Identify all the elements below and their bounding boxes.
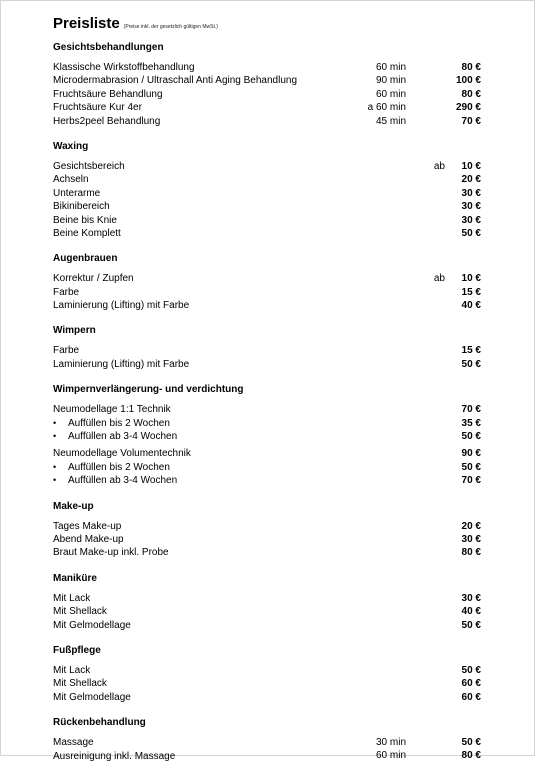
price-row (53, 187, 481, 200)
section-gesichtsbehandlungen (53, 42, 481, 128)
price-row (53, 101, 481, 114)
price-row (53, 474, 481, 487)
price-row (53, 750, 481, 763)
price-row (53, 227, 481, 240)
item-price: 70 € (461, 475, 481, 487)
item-name: Beine bis Knie (53, 214, 117, 226)
price-row (53, 214, 481, 227)
item-name: Braut Make-up inkl. Probe (53, 547, 169, 559)
item-price: 35 € (461, 417, 481, 429)
item-name: Fruchtsäure Kur 4er (53, 102, 142, 114)
item-name: Massage (53, 737, 94, 749)
item-name: Bikinibereich (53, 201, 110, 213)
price-row (53, 736, 481, 749)
item-name: Laminierung (Lifting) mit Farbe (53, 300, 190, 312)
header (53, 15, 481, 35)
item-duration: 90 min (375, 75, 406, 87)
item-price: 20 € (461, 174, 481, 186)
item-price: 15 € (461, 286, 481, 298)
item-name: Abend Make-up (53, 533, 124, 545)
price-row (53, 691, 481, 704)
section-wimpernverlaengerung (53, 384, 481, 487)
section-rueckenbehandlung (53, 717, 481, 763)
item-price: 80 € (461, 547, 481, 559)
price-row (53, 173, 481, 186)
item-price: 10 € (461, 273, 481, 285)
section-title: Make-up (53, 500, 94, 512)
item-duration: 45 min (375, 115, 406, 127)
item-name: Korrektur / Zupfen (53, 273, 134, 285)
page-subtitle: (Preise inkl. der gesetzlich gültigen MwSt.) (123, 24, 218, 30)
item-price: 50 € (461, 737, 481, 749)
section-wimpern (53, 325, 481, 371)
price-row (53, 200, 481, 213)
item-name: Mit Shellack (53, 678, 107, 690)
section-fusspflege (53, 645, 481, 704)
price-row (53, 272, 481, 285)
item-price: 80 € (461, 61, 481, 73)
price-row (53, 677, 481, 690)
item-price: 15 € (461, 345, 481, 357)
item-name: Laminierung (Lifting) mit Farbe (53, 358, 190, 370)
item-name: Neumodellage Volumentechnik (53, 448, 191, 460)
item-name: Auffüllen ab 3-4 Wochen (68, 431, 178, 443)
page-title: Preisliste (53, 15, 120, 32)
item-price: 10 € (461, 160, 481, 172)
item-name: Microdermabrasion / Ultraschall Anti Aging Behandlung (53, 75, 298, 87)
item-duration: 60 min (375, 61, 406, 73)
section-title: Wimpern (53, 325, 96, 337)
price-row (53, 358, 481, 371)
bullet-icon: • (53, 431, 57, 442)
item-duration: 30 min (375, 737, 406, 749)
item-price: 50 € (461, 664, 481, 676)
item-price: 60 € (461, 691, 481, 703)
item-price: 50 € (461, 619, 481, 631)
price-row (53, 115, 481, 128)
item-price: 40 € (461, 606, 481, 618)
section-waxing (53, 141, 481, 240)
item-name: Auffüllen bis 2 Wochen (68, 461, 170, 473)
item-name: Herbs2peel Behandlung (53, 115, 161, 127)
price-row (53, 447, 481, 460)
item-duration: 60 min (375, 750, 406, 762)
price-row (53, 88, 481, 101)
item-name: Mit Lack (53, 664, 91, 676)
price-row (53, 299, 481, 312)
item-price-prefix: ab (433, 160, 445, 172)
item-price: 90 € (461, 448, 481, 460)
section-title: Fußpflege (53, 644, 101, 656)
price-row (53, 592, 481, 605)
item-price: 60 € (461, 678, 481, 690)
price-row (53, 605, 481, 618)
price-row (53, 533, 481, 546)
item-price: 50 € (461, 358, 481, 370)
item-price: 70 € (461, 115, 481, 127)
item-price: 30 € (461, 187, 481, 199)
item-price: 50 € (461, 227, 481, 239)
item-name: Auffüllen bis 2 Wochen (68, 417, 170, 429)
section-manikuere (53, 573, 481, 632)
item-name: Mit Lack (53, 592, 91, 604)
price-row (53, 546, 481, 559)
item-name: Auffüllen ab 3-4 Wochen (68, 475, 178, 487)
item-price: 50 € (461, 431, 481, 443)
section-title: Rückenbehandlung (53, 717, 146, 729)
item-price: 70 € (461, 404, 481, 416)
item-name: Fruchtsäure Behandlung (53, 88, 163, 100)
item-price: 40 € (461, 300, 481, 312)
price-row (53, 664, 481, 677)
price-row (53, 61, 481, 74)
item-name: Achseln (53, 174, 89, 186)
section-title: Gesichtsbehandlungen (53, 42, 164, 53)
section-augenbrauen (53, 253, 481, 312)
item-name: Mit Gelmodellage (53, 619, 131, 631)
item-name: Farbe (53, 345, 80, 357)
item-price: 50 € (461, 461, 481, 473)
item-name: Beine Komplett (53, 227, 121, 239)
price-row (53, 286, 481, 299)
section-title: Augenbrauen (53, 253, 118, 265)
item-price: 290 € (455, 102, 481, 114)
section-title: Wimpernverlängerung- und verdichtung (53, 384, 244, 396)
item-name: Gesichtsbereich (53, 160, 125, 172)
section-title: Maniküre (53, 572, 97, 584)
item-price: 20 € (461, 520, 481, 532)
price-row (53, 619, 481, 632)
item-duration: 60 min (375, 88, 406, 100)
bullet-icon: • (53, 417, 57, 428)
section-title: Waxing (53, 140, 89, 152)
item-name: Mit Shellack (53, 606, 107, 618)
item-price: 80 € (461, 88, 481, 100)
price-list (53, 15, 481, 763)
item-name: Mit Gelmodellage (53, 691, 131, 703)
item-name: Klassische Wirkstoffbehandlung (53, 62, 195, 73)
price-row (53, 344, 481, 357)
price-row (53, 74, 481, 87)
price-row (53, 520, 481, 533)
item-price: 30 € (461, 533, 481, 545)
price-row (53, 160, 481, 173)
item-name: Farbe (53, 286, 80, 298)
item-price: 30 € (461, 214, 481, 226)
item-name: Ausreinigung inkl. Massage (53, 750, 176, 762)
item-price: 30 € (461, 592, 481, 604)
price-row (53, 403, 481, 416)
price-row (53, 461, 481, 474)
bullet-icon: • (53, 461, 57, 472)
section-make-up (53, 501, 481, 560)
item-name: Tages Make-up (53, 520, 122, 532)
price-row (53, 417, 481, 430)
item-name: Neumodellage 1:1 Technik (53, 404, 171, 416)
item-name: Unterarme (53, 187, 101, 199)
bullet-icon: • (53, 475, 57, 486)
item-duration: a 60 min (367, 102, 406, 114)
item-price: 80 € (461, 750, 481, 762)
item-price: 30 € (461, 201, 481, 213)
price-row (53, 430, 481, 443)
item-price-prefix: ab (433, 273, 445, 285)
item-price: 100 € (455, 75, 481, 87)
